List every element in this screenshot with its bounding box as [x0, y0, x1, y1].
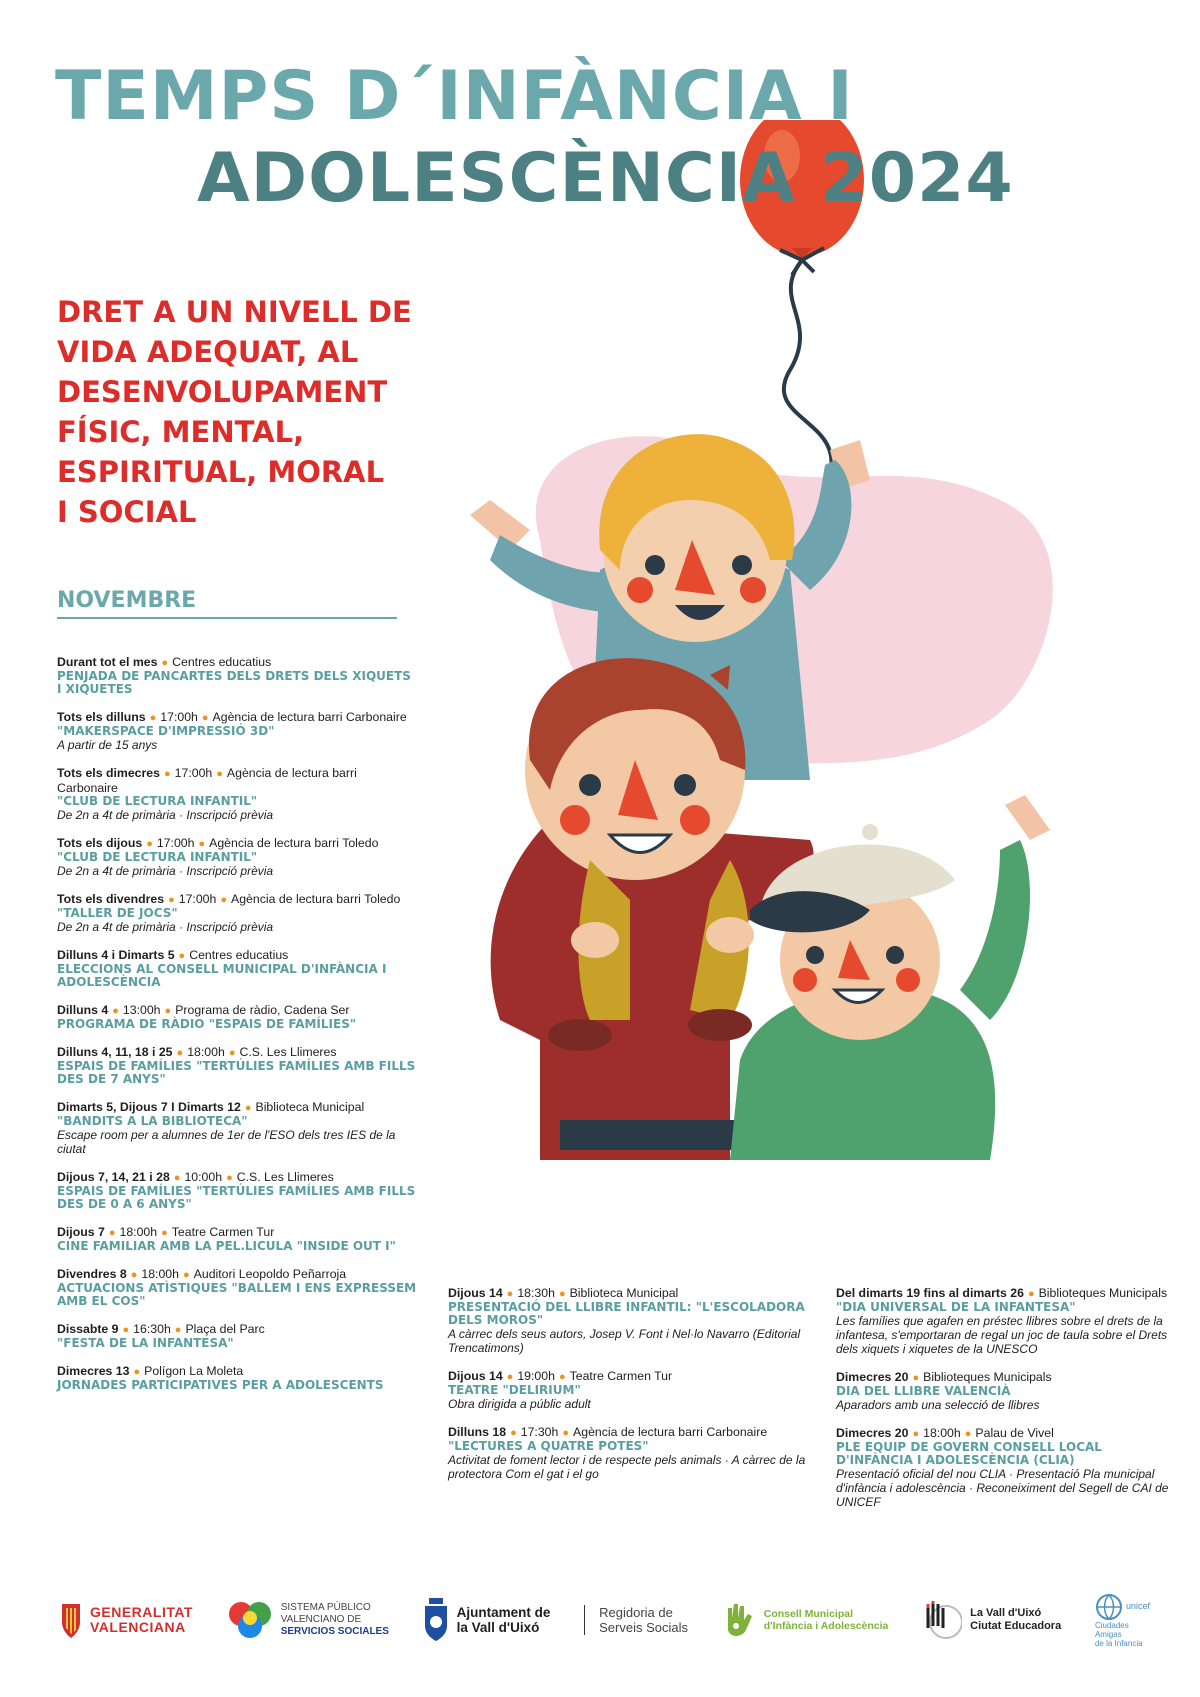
event-header [57, 1225, 417, 1240]
logo-text: GENERALITAT [90, 1604, 193, 1620]
event-title: PLE EQUIP DE GOVERN CONSELL LOCAL D'INFÀNCIA I ADOLESCÈNCIA (CLIA) [836, 1440, 1102, 1467]
event-note: Les famílies que agafen en préstec llibres sobre el drets de la infantesa, s'emportaran de regal un joc de taula sobre el Drets dels xiquets i xiquetes de la UNESCO [836, 1314, 1168, 1356]
event-date: Tots els dijous [57, 836, 143, 850]
event-date: Divendres 8 [57, 1267, 127, 1281]
event-time: 10:00h [184, 1170, 223, 1184]
event-time: 19:00h [517, 1369, 555, 1383]
separator-dot-icon: ● [112, 1005, 119, 1017]
event-location: Agència de lectura barri Toledo [209, 836, 379, 850]
logo-generalitat [60, 1600, 193, 1640]
event-header [57, 892, 417, 907]
event-header [836, 1286, 1172, 1301]
event-title: "LECTURES A QUATRE POTES" [448, 1439, 649, 1453]
separator-dot-icon: ● [1027, 1288, 1035, 1300]
event-item [57, 1170, 417, 1211]
event-header [836, 1370, 1172, 1385]
children-illustration [430, 120, 1200, 1260]
event-location: Auditori Leopoldo Peñarroja [193, 1267, 347, 1281]
event-date: Tots els divendres [57, 892, 165, 906]
event-title: "BANDITS A LA BIBLIOTECA" [57, 1114, 248, 1128]
event-date: Dijous 7 [57, 1225, 105, 1239]
subtitle-line: VIDA ADEQUAT, AL [57, 335, 359, 369]
events-column-2 [448, 1286, 808, 1495]
separator-dot-icon: ● [226, 1172, 233, 1184]
logo-text: Ciutat Educadora [970, 1620, 1062, 1632]
event-item [57, 1045, 417, 1086]
event-location: Centres educatius [189, 948, 289, 962]
separator-dot-icon: ● [198, 838, 206, 850]
event-item [57, 1322, 417, 1350]
event-item [57, 1003, 417, 1031]
event-header [448, 1369, 808, 1384]
event-title: PROGRAMA DE RÀDIO "ESPAIS DE FAMÍLIES" [57, 1017, 357, 1031]
event-note: Escape room per a alumnes de 1er de l'ESO dels tres IES de la ciutat [57, 1128, 396, 1156]
event-header [57, 1322, 417, 1337]
separator-dot-icon: ● [122, 1324, 130, 1336]
balloon-string [784, 260, 832, 480]
separator-dot-icon: ● [178, 950, 186, 962]
event-location: Polígon La Moleta [144, 1364, 244, 1378]
logo-regidoria [584, 1605, 688, 1635]
subtitle-line: DRET A UN NIVELL DE [57, 295, 412, 329]
logo-text: Consell Municipal [763, 1608, 854, 1620]
event-location: Agència de lectura barri Carbonaire [57, 766, 357, 795]
event-date: Tots els dilluns [57, 710, 146, 724]
separator-dot-icon: ● [108, 1227, 116, 1239]
event-note: Activitat de foment lector i de respecte pels animals · A càrrec de la protectora Com el gat i el go [448, 1453, 806, 1481]
event-item [57, 1267, 417, 1308]
logo-text: Ajuntament de [456, 1605, 551, 1620]
event-location: Agència de lectura barri Toledo [231, 892, 401, 906]
event-item [448, 1425, 808, 1481]
logo-text: SISTEMA PÚBLICO [280, 1602, 371, 1613]
ciutat-educadora-hand-icon [922, 1598, 962, 1642]
events-column-3 [836, 1286, 1172, 1523]
event-location: Teatre Carmen Tur [171, 1225, 275, 1239]
event-date: Dissabte 9 [57, 1322, 119, 1336]
poster-subtitle [57, 292, 457, 532]
small-child-arm [1005, 795, 1050, 840]
event-header [57, 1170, 417, 1185]
event-header [57, 836, 417, 851]
event-note: Presentació oficial del nou CLIA · Presentació Pla municipal d'infància i adolescència · Reconeiximent del Segell de CAI de UNICEF [836, 1467, 1169, 1509]
event-date: Dilluns 4 i Dimarts 5 [57, 948, 175, 962]
logo-text: Ciudades [1094, 1620, 1129, 1630]
logo-text: la Vall d'Uixó [456, 1620, 540, 1635]
event-title: PRESENTACIÓ DEL LLIBRE INFANTIL: "L'ESCOLADORA DELS MOROS" [448, 1300, 805, 1327]
event-header [57, 1045, 417, 1060]
title-line-2: ADOLESCÈNCIA 2024 [197, 138, 1014, 218]
separator-dot-icon: ● [168, 894, 175, 906]
event-item [57, 710, 417, 752]
event-title: TEATRE "DELIRIUM" [448, 1383, 581, 1397]
event-location: Biblioteques Municipals [1038, 1286, 1168, 1300]
event-time: 17:00h [160, 710, 198, 724]
event-title: ESPAIS DE FAMÍLIES "TERTÚLIES FAMÍLIES AMB FILLS DES DE 0 A 6 ANYS" [57, 1184, 416, 1211]
logo-ajuntament [423, 1598, 551, 1642]
subtitle-line: I SOCIAL [57, 495, 197, 529]
separator-dot-icon: ● [562, 1427, 570, 1439]
event-time: 18:00h [923, 1426, 961, 1440]
event-date: Dijous 7, 14, 21 i 28 [57, 1170, 170, 1184]
separator-dot-icon: ● [558, 1288, 566, 1300]
event-header [57, 1100, 417, 1115]
event-time: 18:00h [119, 1225, 158, 1239]
event-title: "CLUB DE LECTURA INFANTIL" [57, 794, 258, 808]
event-location: Agència de lectura barri Carbonaire [212, 710, 407, 724]
logo-text: La Vall d'Uixó [970, 1607, 1042, 1619]
event-time: 18:30h [517, 1286, 555, 1300]
separator-dot-icon: ● [228, 1047, 236, 1059]
logo-text: VALENCIANO DE [280, 1614, 362, 1625]
event-location: Programa de ràdio, Cadena Ser [175, 1003, 350, 1017]
event-title: JORNADES PARTICIPATIVES PER A ADOLESCENTS [57, 1378, 384, 1392]
separator-dot-icon: ● [164, 1005, 172, 1017]
separator-dot-icon: ● [149, 712, 157, 724]
logo-text: d'Infància i Adolescència [763, 1620, 889, 1632]
event-item [448, 1286, 808, 1355]
event-time: 13:00h [122, 1003, 161, 1017]
logo-text: Amigas [1094, 1629, 1122, 1639]
event-item [57, 1364, 417, 1392]
separator-dot-icon: ● [220, 894, 228, 906]
events-column-1 [57, 655, 417, 1406]
event-location: Plaça del Parc [185, 1322, 265, 1336]
event-header [57, 1003, 417, 1018]
event-header [57, 710, 417, 725]
event-date: Tots els dimecres [57, 766, 160, 780]
event-note: De 2n a 4t de primària · Inscripció prèvia [57, 920, 274, 934]
event-location: Biblioteques Municipals [923, 1370, 1052, 1384]
event-note: Aparadors amb una selecció de llibres [836, 1398, 1040, 1412]
event-title: "TALLER DE JOCS" [57, 906, 178, 920]
event-title: PENJADA DE PANCARTES DELS DRETS DELS XIQUETS I XIQUETES [57, 669, 411, 696]
subtitle-line: ESPIRITUAL, MORAL [57, 455, 385, 489]
event-item [57, 892, 417, 934]
event-title: ESPAIS DE FAMÍLIES "TERTÚLIES FAMÍLIES AMB FILLS DES DE 7 ANYS" [57, 1059, 416, 1086]
logo-text: Regidoria de [599, 1605, 673, 1620]
unicef-globe-icon [1095, 1593, 1123, 1621]
event-date: Dilluns 18 [448, 1425, 507, 1439]
event-note: De 2n a 4t de primària · Inscripció prèvia [57, 808, 274, 822]
event-location: Agència de lectura barri Carbonaire [573, 1425, 768, 1439]
separator-dot-icon: ● [912, 1372, 920, 1384]
separator-dot-icon: ● [163, 768, 171, 780]
event-item [57, 655, 417, 696]
event-title: "CLUB DE LECTURA INFANTIL" [57, 850, 258, 864]
event-location: Teatre Carmen Tur [569, 1369, 673, 1383]
event-header [57, 1364, 417, 1379]
event-location: Biblioteca Municipal [255, 1100, 365, 1114]
event-header [448, 1286, 808, 1301]
event-title: CINE FAMILIAR AMB LA PEL.LICULA "INSIDE OUT I" [57, 1239, 396, 1253]
event-note: Obra dirigida a públic adult [448, 1397, 591, 1411]
separator-dot-icon: ● [173, 1172, 181, 1184]
event-location: Palau de Vivel [975, 1426, 1054, 1440]
separator-dot-icon: ● [146, 838, 153, 850]
event-title: "FESTA DE LA INFANTESA" [57, 1336, 234, 1350]
event-item [57, 1100, 417, 1156]
month-heading: NOVEMBRE [57, 588, 397, 619]
event-title: ELECCIONS AL CONSELL MUNICIPAL D'INFÀNCIA I ADOLESCÈNCIA [57, 962, 387, 989]
event-note: A càrrec dels seus autors, Josep V. Font i Nel·lo Navarro (Editorial Trencatimons) [448, 1327, 801, 1355]
event-location: C.S. Les Llimeres [239, 1045, 337, 1059]
event-item [836, 1286, 1172, 1356]
event-header [448, 1425, 808, 1440]
event-item [836, 1426, 1172, 1509]
event-location: C.S. Les Llimeres [236, 1170, 334, 1184]
separator-dot-icon: ● [964, 1428, 972, 1440]
event-item [836, 1370, 1172, 1412]
separator-dot-icon: ● [244, 1102, 252, 1114]
event-date: Dijous 14 [448, 1369, 503, 1383]
logo-text: SERVICIOS SOCIALES [280, 1626, 389, 1637]
event-time: 17:00h [156, 836, 195, 850]
event-header [57, 655, 417, 670]
separator-dot-icon: ● [183, 1269, 190, 1281]
event-date: Dimecres 20 [836, 1426, 909, 1440]
separator-dot-icon: ● [558, 1371, 566, 1383]
event-header [57, 766, 417, 795]
green-hand-icon [722, 1600, 756, 1640]
event-date: Dimecres 20 [836, 1370, 909, 1384]
separator-dot-icon: ● [161, 657, 169, 669]
logo-text: Serveis Socials [599, 1620, 689, 1635]
event-title: "MAKERSPACE D'IMPRESSIÓ 3D" [57, 724, 275, 738]
separator-dot-icon: ● [506, 1288, 514, 1300]
event-time: 16:30h [133, 1322, 171, 1336]
generalitat-shield-icon [60, 1600, 82, 1640]
event-note: A partir de 15 anys [57, 738, 158, 752]
event-title: "DIA UNIVERSAL DE LA INFANTESA" [836, 1300, 1076, 1314]
sponsor-logos [60, 1585, 1150, 1655]
logo-vall-uixo [922, 1598, 1061, 1642]
event-date: Durant tot el mes [57, 655, 158, 669]
servicios-sociales-heart-icon [227, 1600, 273, 1640]
event-item [57, 836, 417, 878]
separator-dot-icon: ● [216, 768, 223, 780]
separator-dot-icon: ● [130, 1269, 138, 1281]
event-header [57, 948, 417, 963]
logo-unicef [1095, 1593, 1150, 1648]
separator-dot-icon: ● [133, 1366, 141, 1378]
event-item [57, 766, 417, 822]
event-date: Dilluns 4, 11, 18 i 25 [57, 1045, 173, 1059]
subtitle-line: FÍSIC, MENTAL, [57, 415, 305, 449]
logo-servicios-sociales [227, 1600, 389, 1640]
event-item [448, 1369, 808, 1411]
event-item [57, 1225, 417, 1253]
event-date: Dimecres 13 [57, 1364, 130, 1378]
separator-dot-icon: ● [506, 1371, 514, 1383]
separator-dot-icon: ● [201, 712, 209, 724]
logo-text: unicef [1125, 1601, 1150, 1611]
title-line-1: TEMPS D´INFÀNCIA I [55, 57, 854, 136]
event-header [836, 1426, 1172, 1441]
event-date: Dilluns 4 [57, 1003, 109, 1017]
event-title: DIA DEL LLIBRE VALENCIÀ [836, 1384, 1011, 1398]
event-date: Del dimarts 19 fins al dimarts 26 [836, 1286, 1024, 1300]
event-date: Dijous 14 [448, 1286, 503, 1300]
event-time: 18:00h [141, 1267, 179, 1281]
event-time: 17:00h [178, 892, 217, 906]
logo-text: de la Infancia [1094, 1638, 1143, 1648]
event-header [57, 1267, 417, 1282]
logo-consell-municipal [722, 1600, 889, 1640]
separator-dot-icon: ● [912, 1428, 920, 1440]
event-note: De 2n a 4t de primària · Inscripció prèvia [57, 864, 274, 878]
event-date: Dimarts 5, Dijous 7 I Dimarts 12 [57, 1100, 241, 1114]
separator-dot-icon: ● [161, 1227, 168, 1239]
event-location: Centres educatius [172, 655, 272, 669]
logo-text: VALENCIANA [90, 1619, 186, 1635]
separator-dot-icon: ● [174, 1324, 182, 1336]
ajuntament-shield-icon [423, 1598, 449, 1642]
event-time: 17:00h [174, 766, 213, 780]
event-time: 17:30h [520, 1425, 559, 1439]
event-title: ACTUACIONS ATÌSTIQUES "BALLEM I ENS EXPRESSEM AMB EL COS" [57, 1281, 417, 1308]
separator-dot-icon: ● [176, 1047, 184, 1059]
separator-dot-icon: ● [510, 1427, 517, 1439]
subtitle-line: DESENVOLUPAMENT [57, 375, 388, 409]
poster-title [55, 56, 1155, 219]
event-location: Biblioteca Municipal [569, 1286, 679, 1300]
event-item [57, 948, 417, 989]
event-time: 18:00h [187, 1045, 225, 1059]
